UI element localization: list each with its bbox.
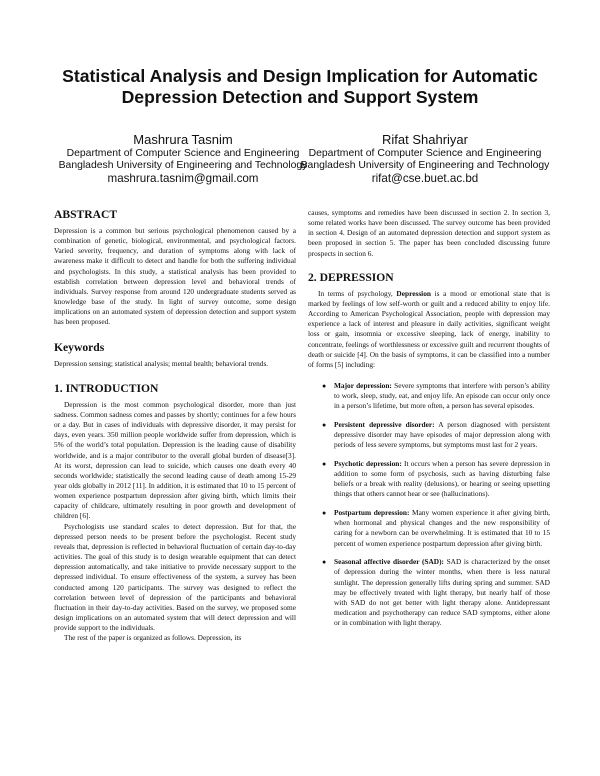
depression-term: Depression: [396, 288, 431, 298]
bullet-icon: ●: [322, 509, 327, 518]
author-block-2: [300, 132, 550, 186]
keywords-heading: Keywords: [54, 340, 105, 354]
bullet-text: SAD is characterized by the onset of depression during the winter months, when there is less natural sunlight. The depression generally lifts during spring and summer. SAD may be effectively treated with light therapy, but nearly half of those with SAD do not get better with light therapy alone. Antidepressant medication and psychotherapy can reduce SAD symptoms, either alone or in combination with light therapy.: [334, 557, 551, 628]
author-department: Department of Computer Science and Engineering: [308, 148, 542, 159]
depression-text-before: In terms of psychology,: [318, 288, 397, 298]
abstract-heading: ABSTRACT: [54, 208, 118, 221]
depression-heading: 2. DEPRESSION: [308, 270, 394, 284]
bullet-text: A person diagnosed with persistent depressive disorder may have episodes of major depression along with periods of less severe symptoms, but symptoms must last for 2 years.: [334, 420, 550, 450]
list-item: [308, 420, 550, 450]
bullet-icon: ●: [322, 421, 327, 429]
author-name: Mashrura Tasnim: [133, 132, 233, 147]
keywords-text: Depression sensing; statistical analysis; mental health; behavioral trends.: [54, 358, 269, 368]
bullet-term: Seasonal affective disorder (SAD):: [334, 557, 444, 567]
left-column: [54, 208, 296, 643]
bullet-text: Severe symptoms that interfere with person’s ability to work, sleep, study, eat, and enjoy life. An episode can occur only once in a person’s lifetime, but more often, a person has several episodes.: [334, 381, 550, 411]
author-department: Department of Computer Science and Engineering: [66, 148, 300, 159]
depression-paragraph: [308, 289, 550, 370]
author-email[interactable]: rifat@cse.buet.ac.bd: [371, 172, 479, 185]
bullet-term: Major depression:: [334, 381, 392, 391]
paper-title: Statistical Analysis and Design Implication for Automatic Depression Detection and Support System: [62, 66, 538, 107]
bullet-icon: ●: [322, 459, 327, 468]
depression-text-after: is a mood or emotional state that is marked by feelings of low self-worth or guilt and a reduced ability to enjoy life. According to American Psychological Association, people with depression may experience a lack of interest and pleasure in daily activities, significant weight loss or gain, insomnia or excessive sleeping, lack of energy, inability to concentrate, feelings of worthlessness or excessive guilt and recurrent thoughts of death or suicide [4]. On the basis of symptoms, it can be classified into a number of forms [5] including:: [308, 288, 550, 369]
author-university: Bangladesh University of Engineering and Technology: [58, 159, 308, 171]
intro-paragraph: Psychologists use standard scales to detect depression. But for that, the depressed person needs to be present before the psychologist. Recent study reveals that, depression is reflected in behavioral fluctuation of certain day-to-day activities. The goal of this study is to design wearable equipment that can detect depression automatically, and take initiative to provide necessary support to the depressed individual. To ensure effectiveness of the system, a survey has been conducted among 120 participants. The survey was designed to reflect the correlation between level of depression of the participants and behavioral fluctuation in their day-to-day activities. Based on the survey, we proposed some design implications on an automated system that will detect depression and will provide support to the individuals.: [54, 521, 296, 633]
list-item: [308, 557, 550, 628]
bullet-text: It occurs when a person has severe depression in addition to some form of psychosis, such as having disturbing false beliefs or a break with reality (delusions), or hearing or seeing upsetting things that others cannot hear or see (hallucinations).: [334, 458, 550, 499]
intro-paragraph: The rest of the paper is organized as follows. Depression, its: [64, 633, 242, 643]
author-block-1: [58, 132, 308, 186]
bullet-icon: ●: [322, 558, 327, 567]
intro-continuation: causes, symptoms and remedies have been discussed in section 2. In section 3, some related works have been discussed. The survey outcome has been provided in section 4. Design of an automated depression detection and support system as been proposed in section 5. The paper has been concluded discussing future prospects in section 6.: [308, 208, 550, 258]
bullet-text: Many women experience it after giving birth, when hormonal and physical changes and the new responsibility of caring for a newborn can be overwhelming. It is estimated that 10 to 15 percent of women experience postpartum depression after giving birth.: [334, 508, 550, 548]
bullet-term: Persistent depressive disorder:: [334, 420, 435, 429]
abstract-text: Depression is a common but serious psychological phenomenon caused by a combination of genetic, biological, environmental, and psychological factors. Varied severity, frequency, and duration of symptoms along with lack of awareness make it difficult to detect and handle for both the suffering individual and psychologists. In this study, a statistical analysis has been provided to establish correlation between depression level and behavioral trends of individuals. Survey response from around 120 undergraduate students served as knowledge base of the study. In light of survey outcome, some design implications on an automated system of depression detection and support system has been proposed.: [54, 226, 296, 327]
list-item: [308, 459, 550, 500]
author-university: Bangladesh University of Engineering and Technology: [300, 159, 550, 171]
list-item: [308, 508, 550, 549]
intro-paragraph: Depression is the most common psychological disorder, more than just sadness. Common sadness comes and passes by shortly; continues for a few hours or a day. But in cases of individuals with depressive disorder, it may persist for days, even years. 350 million people worldwide suffer from depression, which is 5% of the world’s total population. Depression is the leading cause of disability worldwide, and is a major contributor to the overall global burden of disease[3]. At its worst, depression can lead to suicide, which causes one death every 40 seconds worldwide; statistically the second leading cause of death among 15-29 year olds globally in 2012 [11]. In addition, it is estimated that 10 to 15 percent of women experience postpartum depression after giving birth, which limits their capacity of childcare, ultimately resulting in poor growth and development of children [6].: [54, 399, 296, 521]
author-name: Rifat Shahriyar: [382, 132, 468, 147]
right-column: [308, 208, 550, 637]
depression-forms-list: [308, 381, 550, 628]
introduction-heading: 1. INTRODUCTION: [54, 381, 159, 395]
bullet-term: Postpartum depression:: [334, 508, 410, 518]
list-item: [308, 381, 550, 411]
bullet-term: Psychotic depression:: [334, 458, 402, 468]
author-email[interactable]: mashrura.tasnim@gmail.com: [107, 172, 259, 185]
bullet-icon: ●: [322, 382, 327, 391]
